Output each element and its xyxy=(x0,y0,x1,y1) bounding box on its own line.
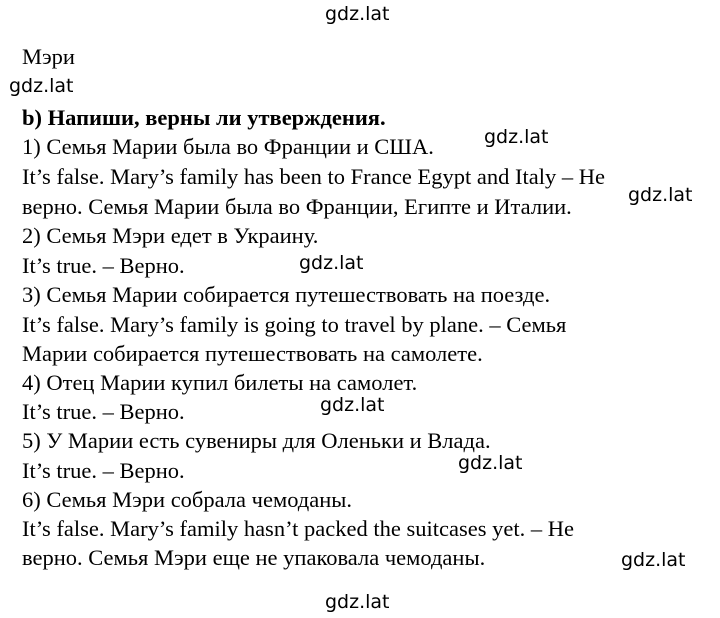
top-name: Мэри xyxy=(22,44,75,69)
answer-6-line-1: It’s false. Mary’s family hasn’t packed the suitcases yet. – Не xyxy=(22,516,574,541)
watermark: gdz.lat xyxy=(621,549,686,571)
answer-5: It’s true. – Верно. xyxy=(22,458,185,483)
statement-1: 1) Семья Марии была во Франции и США. xyxy=(22,134,434,159)
answer-3-line-2: Марии собирается путешествовать на самолете. xyxy=(22,341,483,366)
answer-2: It’s true. – Верно. xyxy=(22,253,185,278)
statement-5: 5) У Марии есть сувениры для Оленьки и Влада. xyxy=(22,428,491,453)
statement-4: 4) Отец Марии купил билеты на самолет. xyxy=(22,370,418,395)
answer-6-line-2: верно. Семья Мэри еще не упаковала чемоданы. xyxy=(22,545,486,570)
answer-1-line-2: верно. Семья Марии была во Франции, Египте и Италии. xyxy=(22,194,572,219)
answer-4: It’s true. – Верно. xyxy=(22,399,185,424)
statement-3: 3) Семья Марии собирается путешествовать на поезде. xyxy=(22,282,551,307)
exercise-heading: b) Напиши, верны ли утверждения. xyxy=(22,105,386,130)
watermark: gdz.lat xyxy=(320,394,385,416)
watermark: gdz.lat xyxy=(299,252,364,274)
statement-6: 6) Семья Мэри собрала чемоданы. xyxy=(22,487,353,512)
answer-3-line-1: It’s false. Mary’s family is going to travel by plane. – Семья xyxy=(22,312,567,337)
watermark: gdz.lat xyxy=(325,3,390,25)
watermark: gdz.lat xyxy=(325,591,390,613)
answer-1-line-1: It’s false. Mary’s family has been to France Egypt and Italy – Не xyxy=(22,164,605,189)
statement-2: 2) Семья Мэри едет в Украину. xyxy=(22,223,319,248)
watermark: gdz.lat xyxy=(628,184,693,206)
watermark: gdz.lat xyxy=(9,75,74,97)
watermark: gdz.lat xyxy=(484,126,549,148)
watermark: gdz.lat xyxy=(458,452,523,474)
